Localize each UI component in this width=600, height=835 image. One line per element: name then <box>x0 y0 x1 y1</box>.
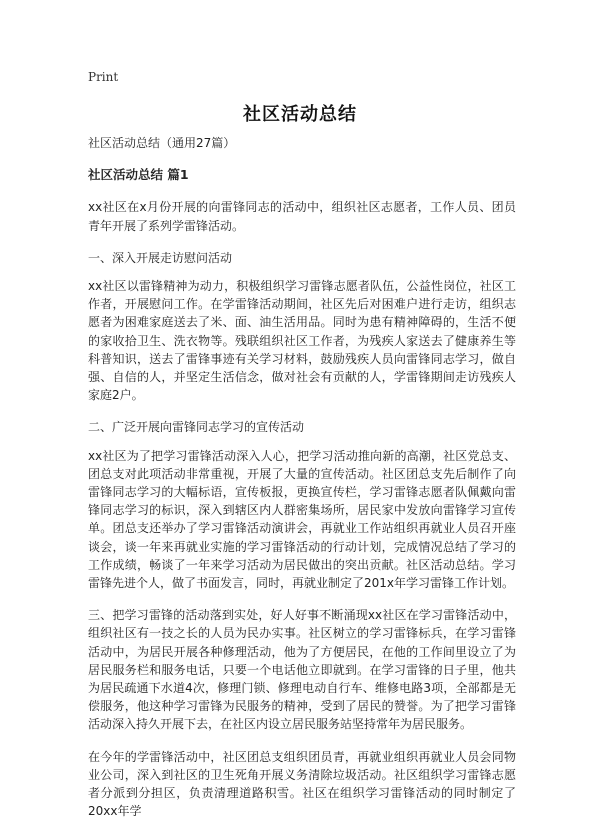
paragraph-intro: xx社区在x月份开展的向雷锋同志的活动中，组织社区志愿者，工作人员、团员青年开展了系列学雷锋活动。 <box>88 200 516 233</box>
paragraph-heading-2: 二、广泛开展向雷锋同志学习的宣传活动 <box>88 420 305 435</box>
paragraph-publicity: xx社区为了把学习雷锋活动深入人心，把学习活动推向新的高潮，社区党总支、团总支对此项活动非常重视，开展了大量的宣传活动。社区团总支先后制作了向雷锋同志学习的大幅标语，宣传板报，更换宣传栏，学习雷锋志愿者队佩戴向雷锋同志学习的标识，深入到辖区内人群密集场所，居民家中发放向雷锋学习宣传单。团总支还举办了学习雷锋活动演讲会，再就业工作站组织再就业人员召开座谈会，谈一年来再就业实施的学习雷锋活动的行动计划，完成情况总结了学习的工作成绩，畅谈了一年来学习活动为居民做出的突出贡献。社区活动总结。学习雷锋先进个人，做了书面发言，同时，再就业制定了201x年学习雷锋工作计划。 <box>88 448 516 591</box>
print-label: Print <box>88 70 119 84</box>
paragraph-visits: xx社区以雷锋精神为动力，积极组织学习雷锋志愿者队伍，公益性岗位，社区工作者，开展慰问工作。在学雷锋活动期间，社区先后对困难户进行走访，组织志愿者为困难家庭送去了米、面、油生活用品。同时为患有精神障碍的，生活不便的家收拾卫生、洗衣物等。残联组织社区工作者，为残疾人家送去了健康养生等科普知识，送去了雷锋事迹有关学习材料，鼓励残疾人员向雷锋同志学习，做自强、自信的人，并坚定生活信念，做对社会有贡献的人，学雷锋期间走访残疾人家庭2户。 <box>88 279 516 403</box>
document-title: 社区活动总结 <box>243 104 357 125</box>
section-heading: 社区活动总结 篇1 <box>88 167 189 183</box>
document-body <box>88 134 516 835</box>
paragraph-cleanup: 在今年的学雷锋活动中，社区团总支组织团员青，再就业组织再就业人员会同物业公司，深入到社区的卫生死角开展义务清除垃圾活动。社区组织学习雷锋志愿者分派到分担区，负责清理道路积雪。社区在组织学习雷锋活动的同时制定了20xx年学 <box>88 749 516 819</box>
document-subtitle: 社区活动总结（通用27篇） <box>88 136 236 150</box>
paragraph-practice: 三、把学习雷锋的活动落到实处，好人好事不断涌现xx社区在学习雷锋活动中，组织社区有一技之长的人员为民办实事。社区树立的学习雷锋标兵，在学习雷锋活动中，为居民开展各种修理活动，他为了方便居民，在他的工作间里设立了为居民服务栏和服务电话，只要一个电话他立即就到。在学习雷锋的日子里，他共为居民疏通下水道4次，修理门锁、修理电动自行车、维修电路3项，全部都是无偿服务，他这种学习雷锋为民服务的精神，受到了居民的赞誉。为了把学习雷锋活动深入持久开展下去，在社区内设立居民服务站坚持常年为居民服务。 <box>88 608 516 732</box>
paragraph-heading-1: 一、深入开展走访慰问活动 <box>88 250 233 265</box>
